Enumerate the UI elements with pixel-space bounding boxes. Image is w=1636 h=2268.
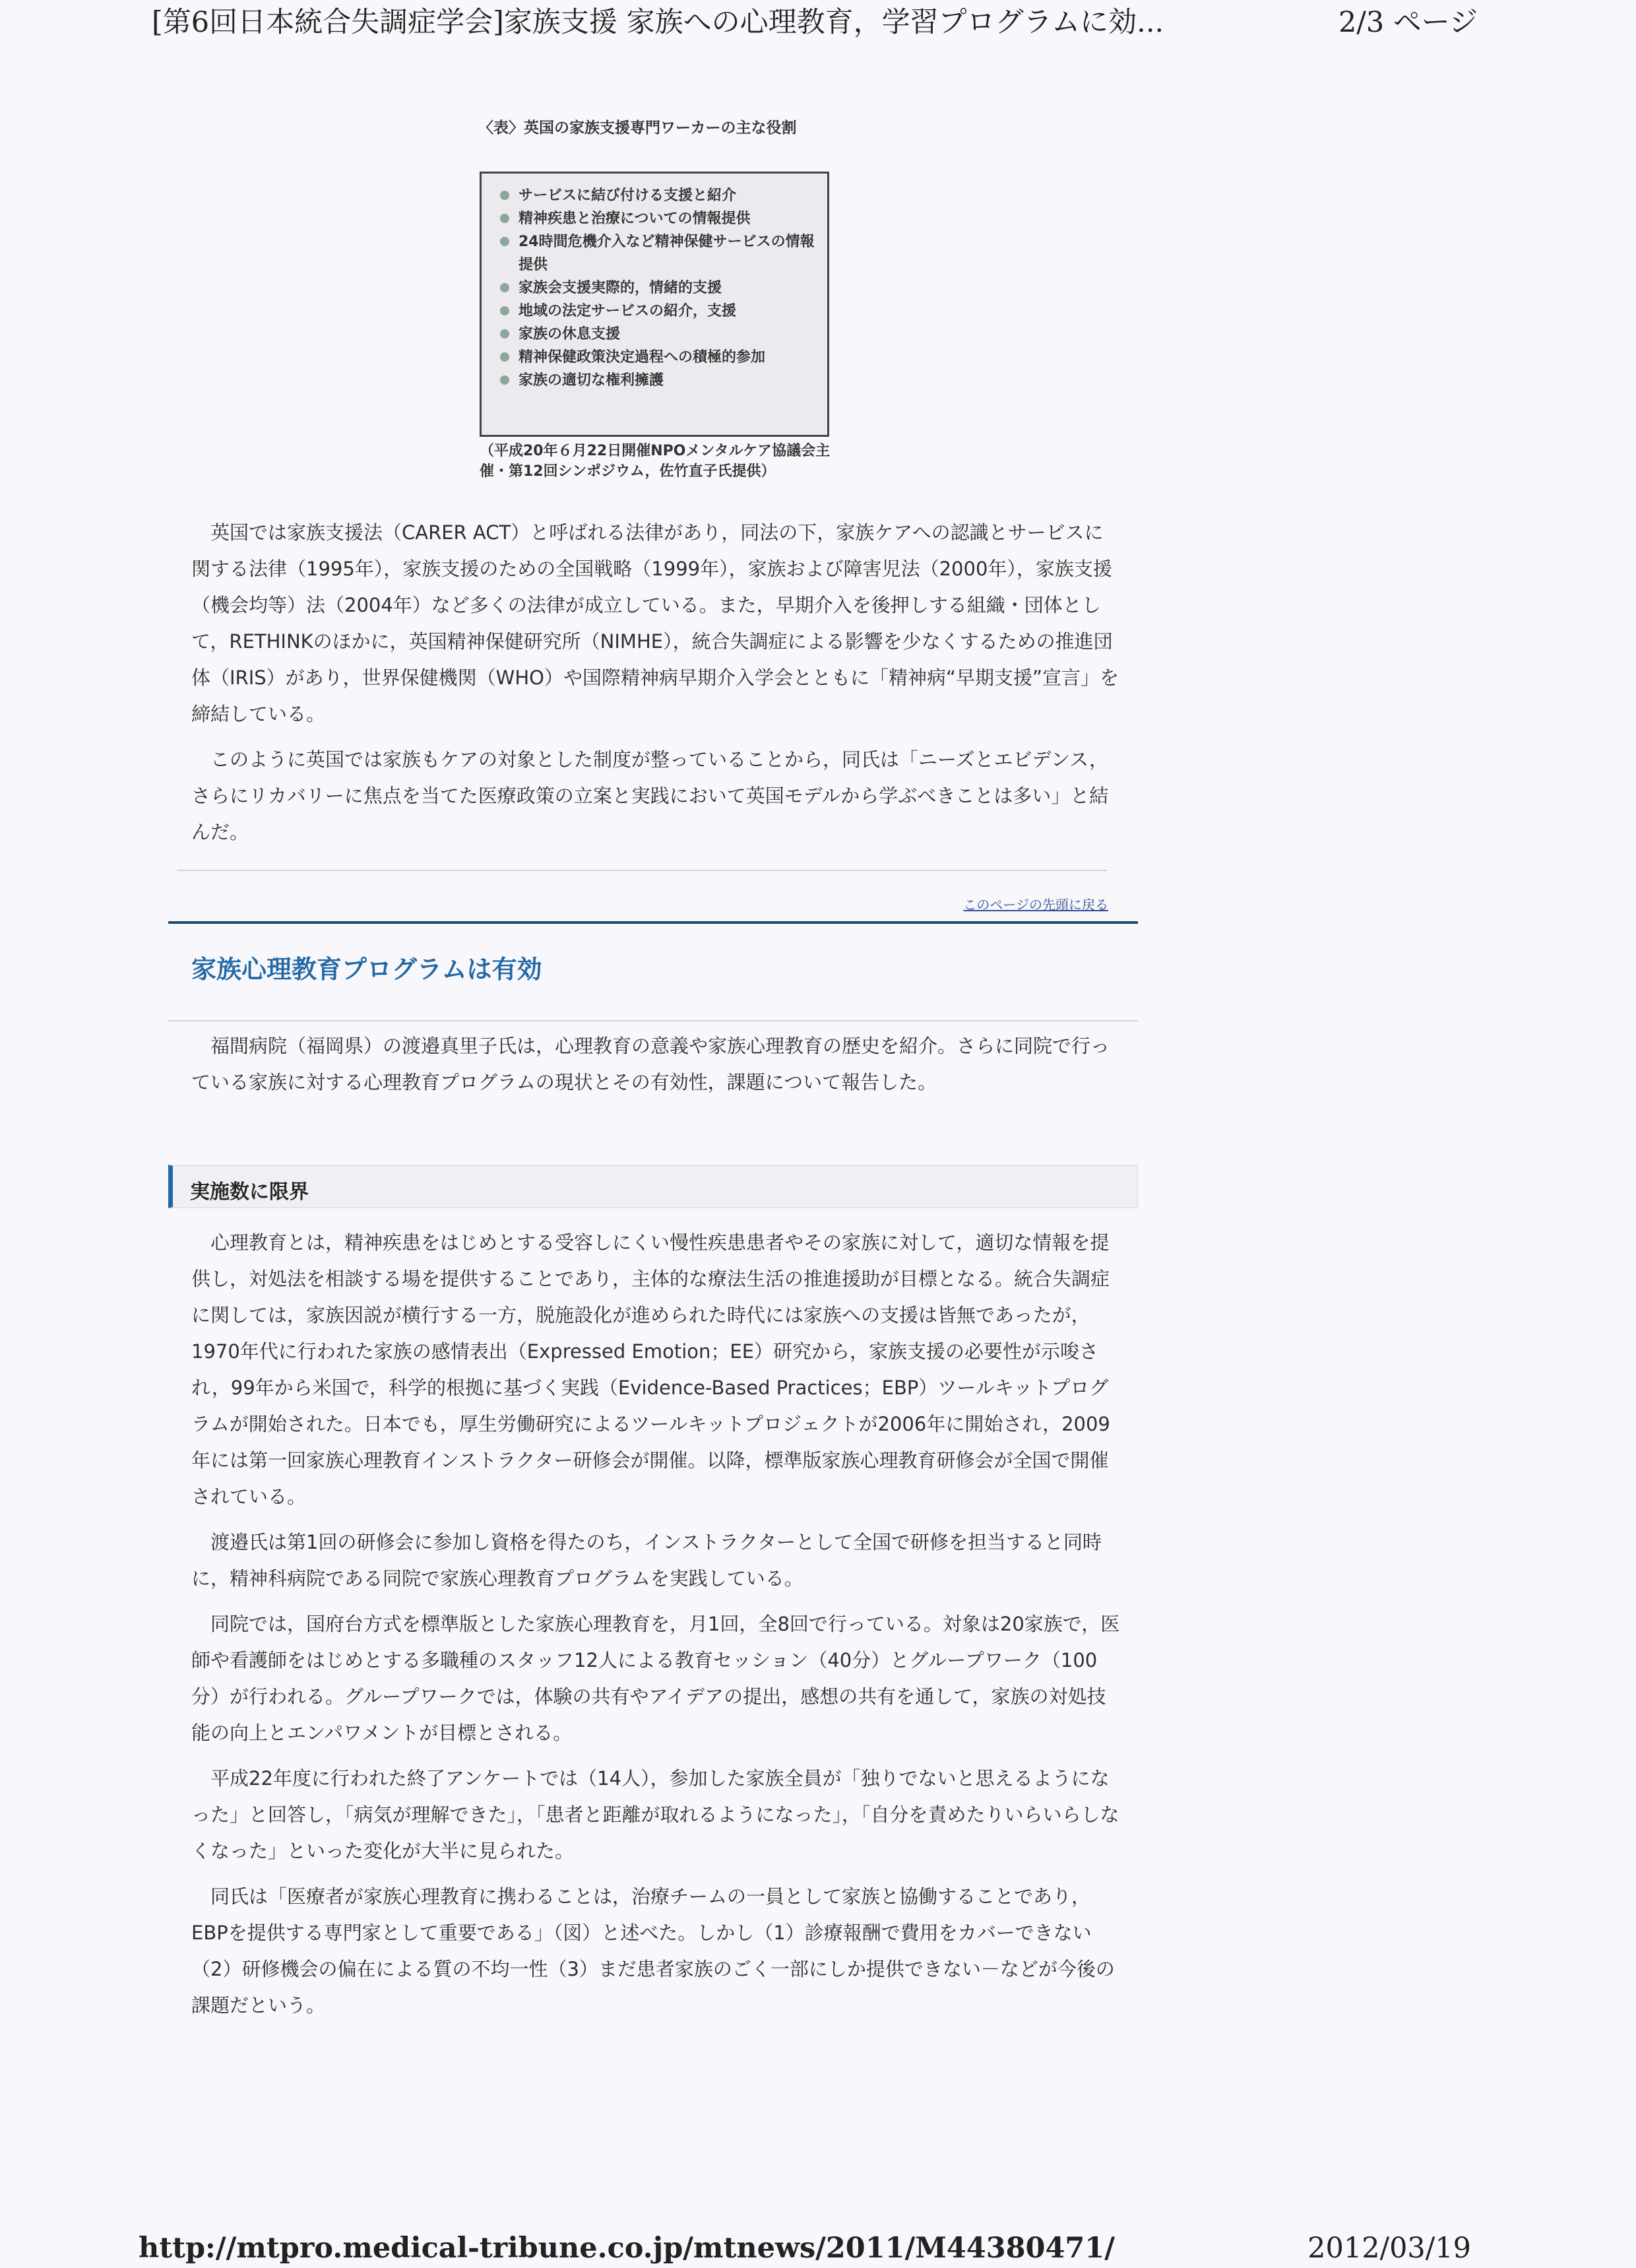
section-lead (191, 1028, 1121, 1110)
print-footer-date: 2012/03/19 (1307, 2232, 1471, 2265)
paragraph: 英国では家族支援法（CARER ACT）と呼ばれる法律があり，同法の下，家族ケアへの認識とサービスに関する法律（1995年），家族支援のための全国戦略（1999年），家族および障害児法（2000年），家族支援（機会均等）法（2004年）など多くの法律が成立している。また，早期介入を後押しする組織・団体として，RETHINKのほかに，英国精神保健研究所（NIMHE），統合失調症による影響を少なくするための推進団体（IRIS）があり，世界保健機関（WHO）や国際精神病早期介入学会とともに「精神病“早期支援”宣言」を締結している。 (191, 521, 1119, 725)
list-item: サービスに結び付ける支援と紹介 (500, 184, 821, 207)
list-item: 精神保健政策決定過程への積極的参加 (500, 346, 821, 369)
bullet-icon (500, 329, 509, 339)
divider (177, 870, 1107, 871)
list-item: 家族会支援実際的，情緒的支援 (500, 276, 821, 300)
print-header (152, 0, 1497, 40)
bullet-icon (500, 306, 509, 315)
list-item: 家族の適切な権利擁護 (500, 369, 821, 392)
list-item: 24時間危機介入など精神保健サービスの情報提供 (500, 230, 821, 276)
list-item: 精神疾患と治療についての情報提供 (500, 207, 821, 230)
print-footer-url: http://mtpro.medical-tribune.co.jp/mtnews/2011/M44380471/ (139, 2232, 1115, 2265)
paragraph: 福間病院（福岡県）の渡邉真里子氏は，心理教育の意義や家族心理教育の歴史を紹介。さらに同院で行っている家族に対する心理教育プログラムの現状とその有効性，課題について報告した。 (191, 1035, 1110, 1093)
bullet-icon (500, 214, 509, 223)
role-table (480, 172, 829, 437)
bullet-icon (500, 375, 509, 385)
divider (168, 1020, 1138, 1021)
sub-heading (168, 1165, 1138, 1208)
list-item: 地域の法定サービスの紹介，支援 (500, 300, 821, 323)
print-footer (139, 2232, 1497, 2268)
sub-heading-text: 実施数に限界 (190, 1181, 309, 1204)
bullet-icon (500, 191, 509, 200)
table-source: （平成20年６月22日開催NPOメンタルケア協議会主催・第12回シンポジウム，佐竹直子氏提供） (480, 443, 831, 480)
print-page-number: 2/3 ページ (1338, 6, 1478, 39)
paragraph: このように英国では家族もケアの対象とした制度が整っていることから，同氏は「ニーズとエビデンス，さらにリカバリーに焦点を当てた医療政策の立案と実践において英国モデルから学ぶべきことは多い」と結んだ。 (191, 748, 1109, 843)
section-divider (168, 921, 1138, 924)
role-list (500, 184, 821, 392)
paragraph: 同院では，国府台方式を標準版とした家族心理教育を，月1回，全8回で行っている。対象は20家族で，医師や看護師をはじめとする多職種のスタッフ12人による教育セッション（40分）とグループワーク（100分）が行われる。グループワークでは，体験の共有やアイデアの提出，感想の共有を通して，家族の対処技能の向上とエンパワメントが目標とされる。 (191, 1613, 1120, 1744)
paragraph: 平成22年度に行われた終了アンケートでは（14人），参加した家族全員が「独りでないと思えるようになった」と回答し，「病気が理解できた」，「患者と距離が取れるようになった」，「自分を責めたりいらいらしなくなった」といった変化が大半に見られた。 (191, 1767, 1119, 1862)
bullet-icon (500, 237, 509, 246)
paragraph: 心理教育とは，精神疾患をはじめとする受容しにくい慢性疾患患者やその家族に対して，適切な情報を提供し，対処法を相談する場を提供することであり，主体的な療法生活の推進援助が目標となる。統合失調症に関しては，家族因説が横行する一方，脱施設化が進められた時代には家族への支援は皆無であったが，1970年代に行われた家族の感情表出（Expressed Emotion；EE）研究から，家族支援の必要性が示唆され，99年から米国で，科学的根拠に基づく実践（Evidence-Based Practices；EBP）ツールキットプログラムが開始された。日本でも，厚生労働研究によるツールキットプロジェクトが2006年に開始され，2009年には第一回家族心理教育インストラクター研修会が開催。以降，標準版家族心理教育研修会が全国で開催されている。 (191, 1231, 1110, 1508)
section-body (191, 1225, 1121, 2033)
paragraph: 渡邉氏は第1回の研修会に参加し資格を得たのち，インストラクターとして全国で研修を担当すると同時に，精神科病院である同院で家族心理教育プログラムを実践している。 (191, 1531, 1102, 1590)
bullet-icon (500, 352, 509, 362)
table-caption: 〈表〉英国の家族支援専門ワーカーの主な役割 (478, 119, 797, 137)
paragraph: 同氏は「医療者が家族心理教育に携わることは，治療チームの一員として家族と協働することであり，EBPを提供する専門家として重要である」（図）と述べた。しかし（1）診療報酬で費用をカバーできない（2）研修機会の偏在による質の不均一性（3）まだ患者家族のごく一部にしか提供できない－などが今後の課題だという。 (191, 1885, 1115, 2017)
print-header-title: [第6回日本統合失調症学会]家族支援 家族への心理教育，学習プログラムに効... (152, 6, 1164, 39)
section-title: 家族心理教育プログラムは有効 (191, 955, 542, 984)
bullet-icon (500, 283, 509, 292)
intro-text (191, 515, 1121, 860)
back-to-top-link[interactable]: このページの先頭に戻る (963, 897, 1108, 913)
list-item: 家族の休息支援 (500, 323, 821, 346)
